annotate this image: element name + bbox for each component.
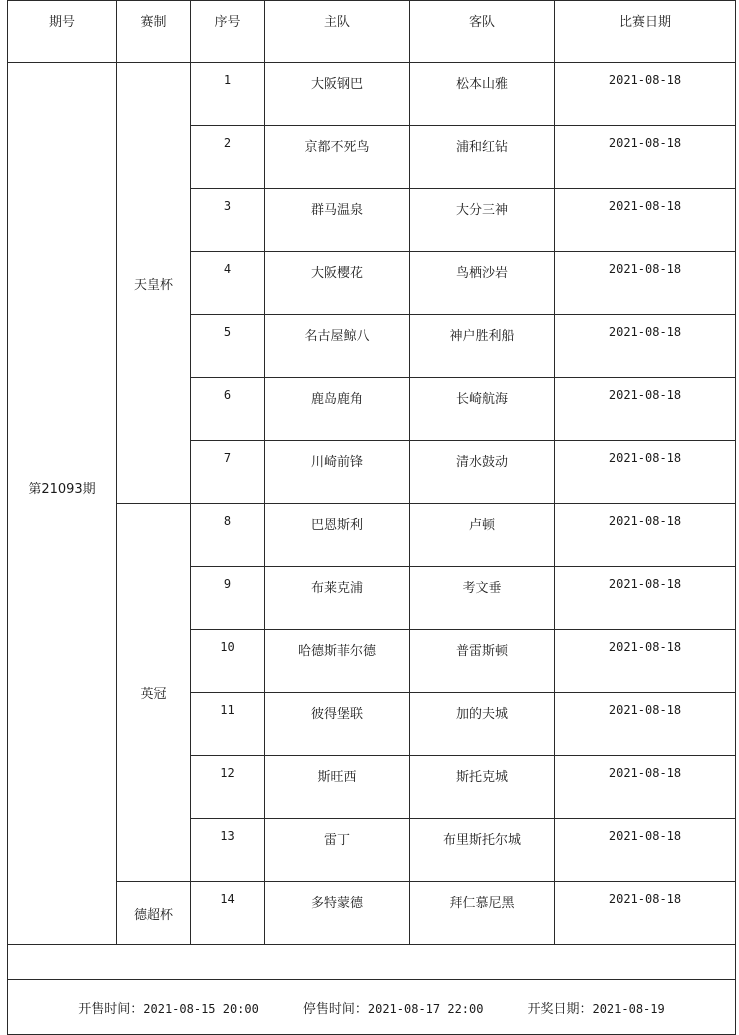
match-index: 11	[191, 693, 265, 756]
table-row	[8, 63, 736, 126]
home-team: 大阪樱花	[265, 252, 410, 315]
sale-end-value: 2021-08-17 22:00	[367, 1001, 484, 1016]
period-label: 第21093期	[28, 482, 96, 497]
home-team: 布莱克浦	[265, 567, 410, 630]
empty-cell	[8, 945, 736, 980]
header-competition: 赛制	[117, 1, 191, 63]
away-team: 松本山雅	[410, 63, 555, 126]
away-team: 卢顿	[410, 504, 555, 567]
draw-date-info	[527, 998, 664, 1017]
match-schedule-table	[7, 0, 736, 1035]
home-team: 斯旺西	[265, 756, 410, 819]
match-index: 8	[191, 504, 265, 567]
match-index: 3	[191, 189, 265, 252]
home-team: 彼得堡联	[265, 693, 410, 756]
match-date: 2021-08-18	[555, 378, 736, 441]
match-date: 2021-08-18	[555, 693, 736, 756]
spacer-row	[8, 945, 736, 980]
away-team: 布里斯托尔城	[410, 819, 555, 882]
match-index: 10	[191, 630, 265, 693]
match-date: 2021-08-18	[555, 504, 736, 567]
sale-start-label: 开售时间：	[78, 1001, 144, 1017]
away-team: 加的夫城	[410, 693, 555, 756]
draw-date-value: 2021-08-19	[592, 1001, 665, 1016]
away-team: 浦和红钻	[410, 126, 555, 189]
sale-end-info	[303, 998, 484, 1017]
home-team: 京都不死鸟	[265, 126, 410, 189]
home-team: 大阪钢巴	[265, 63, 410, 126]
match-date: 2021-08-18	[555, 126, 736, 189]
match-date: 2021-08-18	[555, 63, 736, 126]
competition-cell: 天皇杯	[117, 63, 191, 504]
away-team: 斯托克城	[410, 756, 555, 819]
away-team: 大分三神	[410, 189, 555, 252]
period-cell	[8, 63, 117, 945]
header-index: 序号	[191, 1, 265, 63]
match-date: 2021-08-18	[555, 819, 736, 882]
match-index: 7	[191, 441, 265, 504]
match-index: 5	[191, 315, 265, 378]
home-team: 雷丁	[265, 819, 410, 882]
home-team: 巴恩斯利	[265, 504, 410, 567]
match-index: 13	[191, 819, 265, 882]
footer-row	[8, 980, 736, 1035]
home-team: 群马温泉	[265, 189, 410, 252]
match-index: 6	[191, 378, 265, 441]
away-team: 拜仁慕尼黑	[410, 882, 555, 945]
table-row	[8, 882, 736, 945]
header-home-team: 主队	[265, 1, 410, 63]
match-date: 2021-08-18	[555, 441, 736, 504]
footer-cell	[8, 980, 736, 1035]
header-match-date: 比赛日期	[555, 1, 736, 63]
away-team: 清水鼓动	[410, 441, 555, 504]
header-row	[8, 1, 736, 63]
home-team: 名古屋鲸八	[265, 315, 410, 378]
away-team: 普雷斯顿	[410, 630, 555, 693]
match-date: 2021-08-18	[555, 630, 736, 693]
match-date: 2021-08-18	[555, 756, 736, 819]
draw-date-label: 开奖日期：	[527, 1001, 593, 1017]
match-date: 2021-08-18	[555, 882, 736, 945]
match-index: 4	[191, 252, 265, 315]
sale-end-label: 停售时间：	[302, 1001, 368, 1017]
away-team: 鸟栖沙岩	[410, 252, 555, 315]
match-index: 12	[191, 756, 265, 819]
match-index: 9	[191, 567, 265, 630]
table-row	[8, 504, 736, 567]
match-index: 2	[191, 126, 265, 189]
away-team: 神户胜利船	[410, 315, 555, 378]
match-index: 1	[191, 63, 265, 126]
match-index: 14	[191, 882, 265, 945]
sale-start-value: 2021-08-15 20:00	[143, 1001, 259, 1016]
home-team: 川崎前锋	[265, 441, 410, 504]
away-team: 考文垂	[410, 567, 555, 630]
home-team: 鹿岛鹿角	[265, 378, 410, 441]
match-date: 2021-08-18	[555, 315, 736, 378]
header-period: 期号	[8, 1, 117, 63]
away-team: 长崎航海	[410, 378, 555, 441]
competition-cell: 德超杯	[117, 882, 191, 945]
header-away-team: 客队	[410, 1, 555, 63]
home-team: 多特蒙德	[265, 882, 410, 945]
sale-start-info	[78, 998, 259, 1017]
match-date: 2021-08-18	[555, 567, 736, 630]
home-team: 哈德斯菲尔德	[265, 630, 410, 693]
match-date: 2021-08-18	[555, 189, 736, 252]
competition-cell: 英冠	[117, 504, 191, 882]
match-date: 2021-08-18	[555, 252, 736, 315]
